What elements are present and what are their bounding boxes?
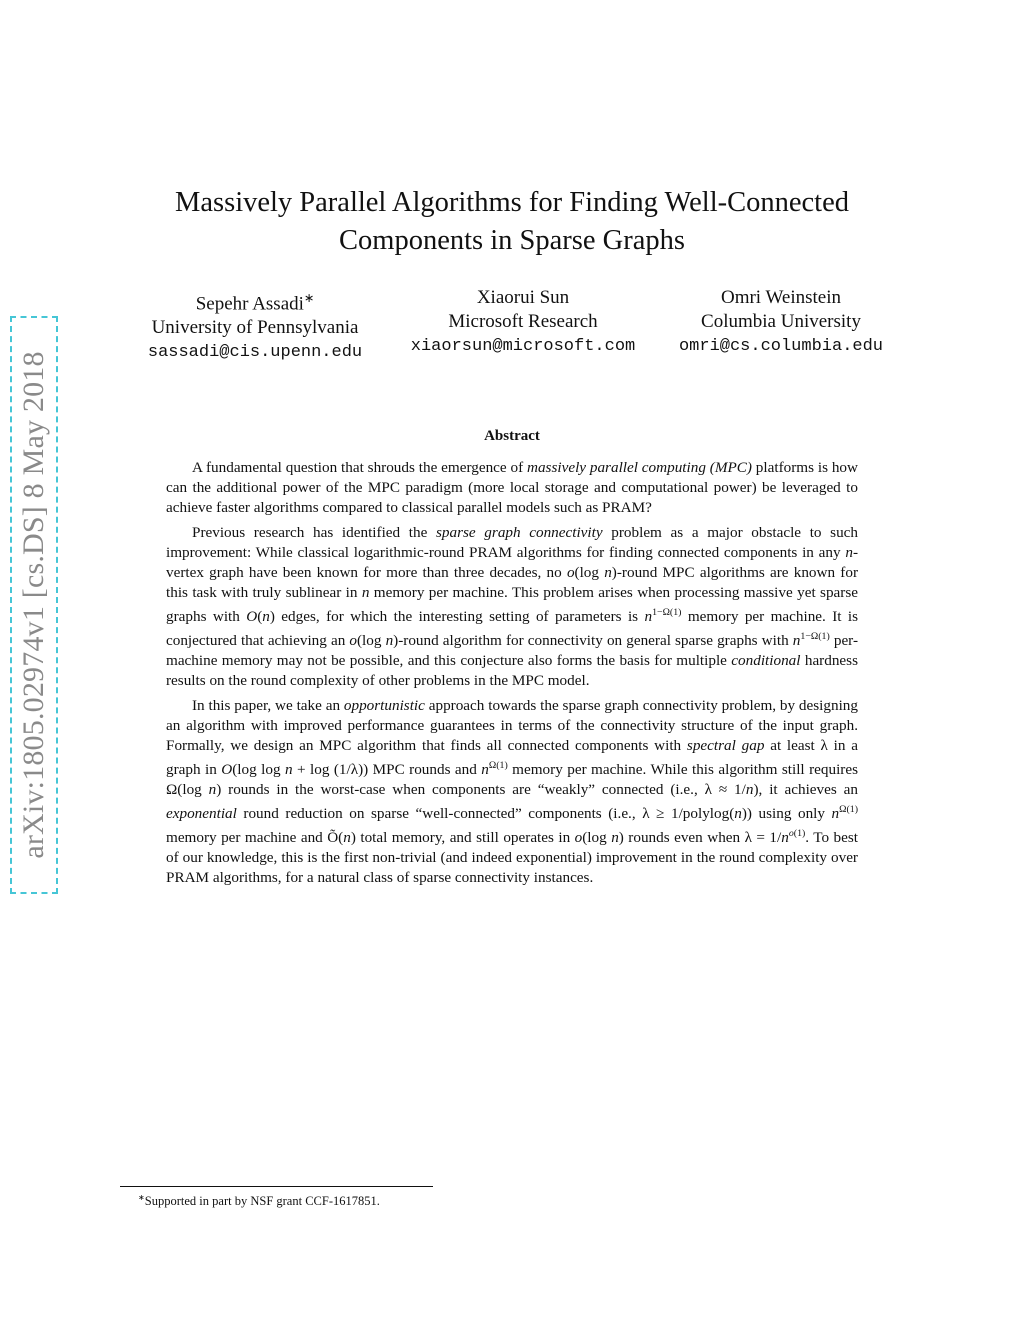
author-2 [398,286,648,359]
abstract-body [166,458,858,893]
footnote-text: Supported in part by NSF grant CCF-1617851. [144,1194,380,1209]
author-name: Omri Weinstein [720,287,842,308]
paper-title [140,184,884,260]
author-name: Xiaorui Sun [476,287,570,308]
footnote-rule [120,1186,433,1187]
author-affiliation: Microsoft Research [448,311,598,332]
title-line-1: Massively Parallel Algorithms for Finding Well-Connected [175,187,849,218]
arxiv-stamp-text: arXiv:1805.02974v1 [cs.DS] 8 May 2018 [17,351,50,859]
abstract-heading: Abstract [484,428,540,444]
author-name: Sepehr Assadi∗ [195,291,315,315]
author-email[interactable]: sassadi@cis.upenn.edu [147,343,363,363]
arxiv-stamp [10,316,58,894]
author-3 [656,286,906,359]
abstract-paragraph: In this paper, we take an opportunistic approach towards the sparse graph connectivity problem, by designing an algorithm with improved performance guarantees in terms of the connectivity structure of the input graph. Formally, we design an MPC algorithm that finds all connected components with spectral gap at least λ in a graph in O(log log n + log (1/λ)) MPC rounds and $n^{\Omega(1)}$ memory per machine. While this algorithm still requires Ω(log n) rounds in the worst-case when components are “weakly” connected (i.e., λ ≈ 1/n), it achieves an exponential round reduction on sparse “well-connected” components (i.e., λ ≥ 1/polylog(n)) using only $n^{\Omega(1)}$ memory per machine and Õ(n) total memory, and still operates in o(log n) rounds even when $\lambda = 1/n^{o(1)}$. To best of our knowledge, this is the first non-trivial (and indeed exponential) improvement in the round complexity over PRAM algorithms, for a natural class of sparse connectivity instances. [166,697,859,887]
author-affiliation: University of Pennsylvania [151,317,359,339]
author-1 [130,286,380,365]
footnote-mark: ∗ [138,1193,145,1202]
title-line-2: Components in Sparse Graphs [339,225,685,256]
author-footnote-mark: ∗ [303,291,315,305]
abstract-paragraph: Previous research has identified the sparse graph connectivity problem as a major obstacle to such improvement: While classical logarithmic-round PRAM algorithms for finding connected components in any n-vertex graph have been known for more than three decades, no o(log n)-round MPC algorithms are known for this task with truly sublinear in n memory per machine. This problem arises when processing massive yet sparse graphs with O(n) edges, for which the interesting setting of parameters is $n^{1-\Omega(1)}$ memory per machine. It is conjectured that achieving an o(log n)-round algorithm for connectivity on general sparse graphs with $n^{1-\Omega(1)}$ per-machine memory may not be possible, and this conjecture also forms the basis for multiple conditional hardness results on the round complexity of other problems in the MPC model. [166,524,859,690]
author-affiliation: Columbia University [701,311,861,332]
author-email[interactable]: xiaorsun@microsoft.com [410,337,636,356]
abstract-paragraph: A fundamental question that shrouds the emergence of massively parallel computing (MPC) platforms is how can the additional power of the MPC paradigm (more local storage and computational power) be leveraged to achieve faster algorithms compared to classical parallel models such as PRAM? [166,459,858,516]
footnote [138,1192,380,1209]
author-email[interactable]: omri@cs.columbia.edu [678,337,884,356]
